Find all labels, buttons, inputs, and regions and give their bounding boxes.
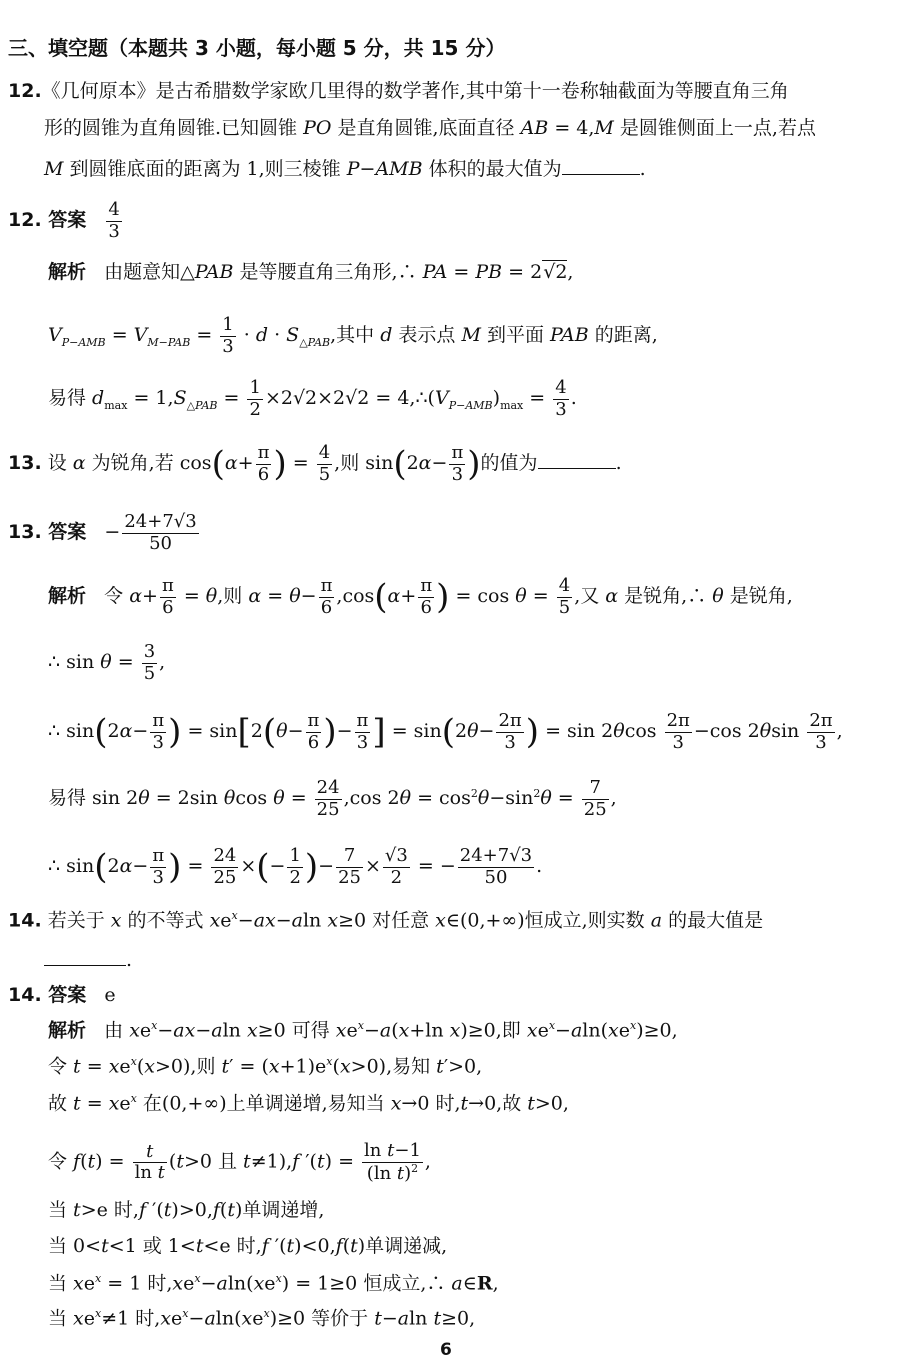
q12-sol3: 易得 $d_{max} = 1,S_{\triangle PAB}$ = $\frac{1}{2}$ $\times 2√2\times 2√2 = 4,\therefore(V_{P-AMB})_{max}$ = $\frac{4}{3}$ . <box>48 377 577 420</box>
q14-sol7: 当 $xe^x = 1$ 时$,xe^x-aln(xe^x) = 1\ge 0$ 恒成立,∴ a∈R, <box>48 1272 499 1295</box>
q14-sol1: 解析 由 $xe^x-ax-aln$ x≥0 可得 $xe^x-a(x+\ln$ x)≥0,即 $xe^x-aln(xe^x)\ge 0$, <box>48 1019 678 1042</box>
q13-sol5: ∴ sin(2α− $\frac{\pi}{3}$ ) = $\frac{24}{25}$ ×(− $\frac{1}{2}$ )− $\frac{7}{25}$ × $\frac{√3}{2}$ = − $\frac{24+7√3}{50}$ . <box>48 845 543 888</box>
q14-answer: 14. 答案 e <box>8 984 116 1006</box>
q14-sol5: 当 t>e 时,f ′(t)>0,f(t)单调递增, <box>48 1199 325 1221</box>
q12-line2: 形的圆锥为直角圆锥.已知圆锥 PO 是直角圆锥,底面直径 AB = 4,M 是圆锥侧面上一点,若点 <box>44 117 816 139</box>
q14-sol6: 当 0<t<1 或 1<t<e 时,f ′(t)<0,f(t)单调递减, <box>48 1235 448 1257</box>
q14-line2: . <box>44 947 132 970</box>
q14-sol3: 故 $t = xe^x$ 在(0,+∞)上单调递增,易知当 x→0 时,t→0,故 t>0, <box>48 1092 569 1115</box>
q12-sol2: $V_{P-AMB} = V_{M-PAB}$ = $\frac{1}{3}$ · $d \cdot S_{\triangle PAB}$,其中 d 表示点 M 到平面 PAB 的距离, <box>48 314 658 357</box>
q13-sol1: 解析 令 α+ $\frac{\pi}{6}$ = θ,则 α = θ− $\frac{\pi}{6}$ ,cos(α+ $\frac{\pi}{6}$ ) = cos θ = $\frac{4}{5}$ ,又 α 是锐角,∴ θ 是锐角, <box>48 575 793 618</box>
q12-sol1: 解析 由题意知△PAB 是等腰直角三角形,∴ PA = PB = 2√2, <box>48 261 574 283</box>
q14-line1: 14. 若关于 x 的不等式 $xe^x-ax-aln$ x≥0 对任意 x∈(0,+∞)恒成立,则实数 a 的最大值是 <box>8 909 764 932</box>
q13-sol3: ∴ sin(2α− $\frac{\pi}{3}$ ) = sin[2(θ− $\frac{\pi}{6}$ )− $\frac{\pi}{3}$ ] = sin(2θ− $\frac{2\pi}{3}$ ) = sin 2θcos $\frac{2\pi}{3}$ −cos 2θsin $\frac{2\pi}{3}$ , <box>48 710 843 753</box>
q13-sol4: 易得 sin 2θ = 2sin θcos θ = $\frac{24}{25}$ ,cos $2\theta = \cos^2\theta-\sin^2\theta$ = $\frac{7}{25}$ , <box>48 777 617 820</box>
section-header: 三、填空题（本题共 3 小题，每小题 5 分，共 15 分） <box>8 36 506 60</box>
q14-sol8: 当 $xe^x\ne 1$ 时$,xe^x-aln(xe^x)\ge 0$ 等价于 t−aln t≥0, <box>48 1307 476 1330</box>
q12-line3: M 到圆锥底面的距离为 1,则三棱锥 P−AMB 体积的最大值为 . <box>44 158 646 180</box>
q12-line1: 12.《几何原本》是古希腊数学家欧几里得的数学著作,其中第十一卷称轴截面为等腰直角三角 <box>8 80 789 102</box>
answer-blank <box>562 156 640 175</box>
q12-answer: 12. 答案 $\frac{4}{3}$ <box>8 199 120 242</box>
q12-answer-frac: $\frac{4}{3}$ <box>108 199 120 242</box>
q13-question: 13. 设 α 为锐角,若 cos(α+ $\frac{\pi}{6}$ ) = $\frac{4}{5}$ ,则 sin(2α− $\frac{\pi}{3}$ )的值为 . <box>8 442 622 485</box>
q14-sol4: 令 f(t) = $\frac{t}{\text{ln t}}$ (t>0 且 t≠1),f ′(t) = $\frac{\text{ln t−1}}{(\ln t)^2}$ , <box>48 1140 431 1184</box>
q13-sol2: ∴ sin θ = $\frac{3}{5}$ , <box>48 641 166 684</box>
q13-answer: 13. 答案 − $\frac{24+7√3}{50}$ <box>8 511 197 554</box>
q14-sol2: 令 $t = xe^x(x>0)$,则 $t' = (x+1)e^x(x>0)$,易知 t′>0, <box>48 1055 483 1078</box>
page-number: 6 <box>440 1340 452 1360</box>
